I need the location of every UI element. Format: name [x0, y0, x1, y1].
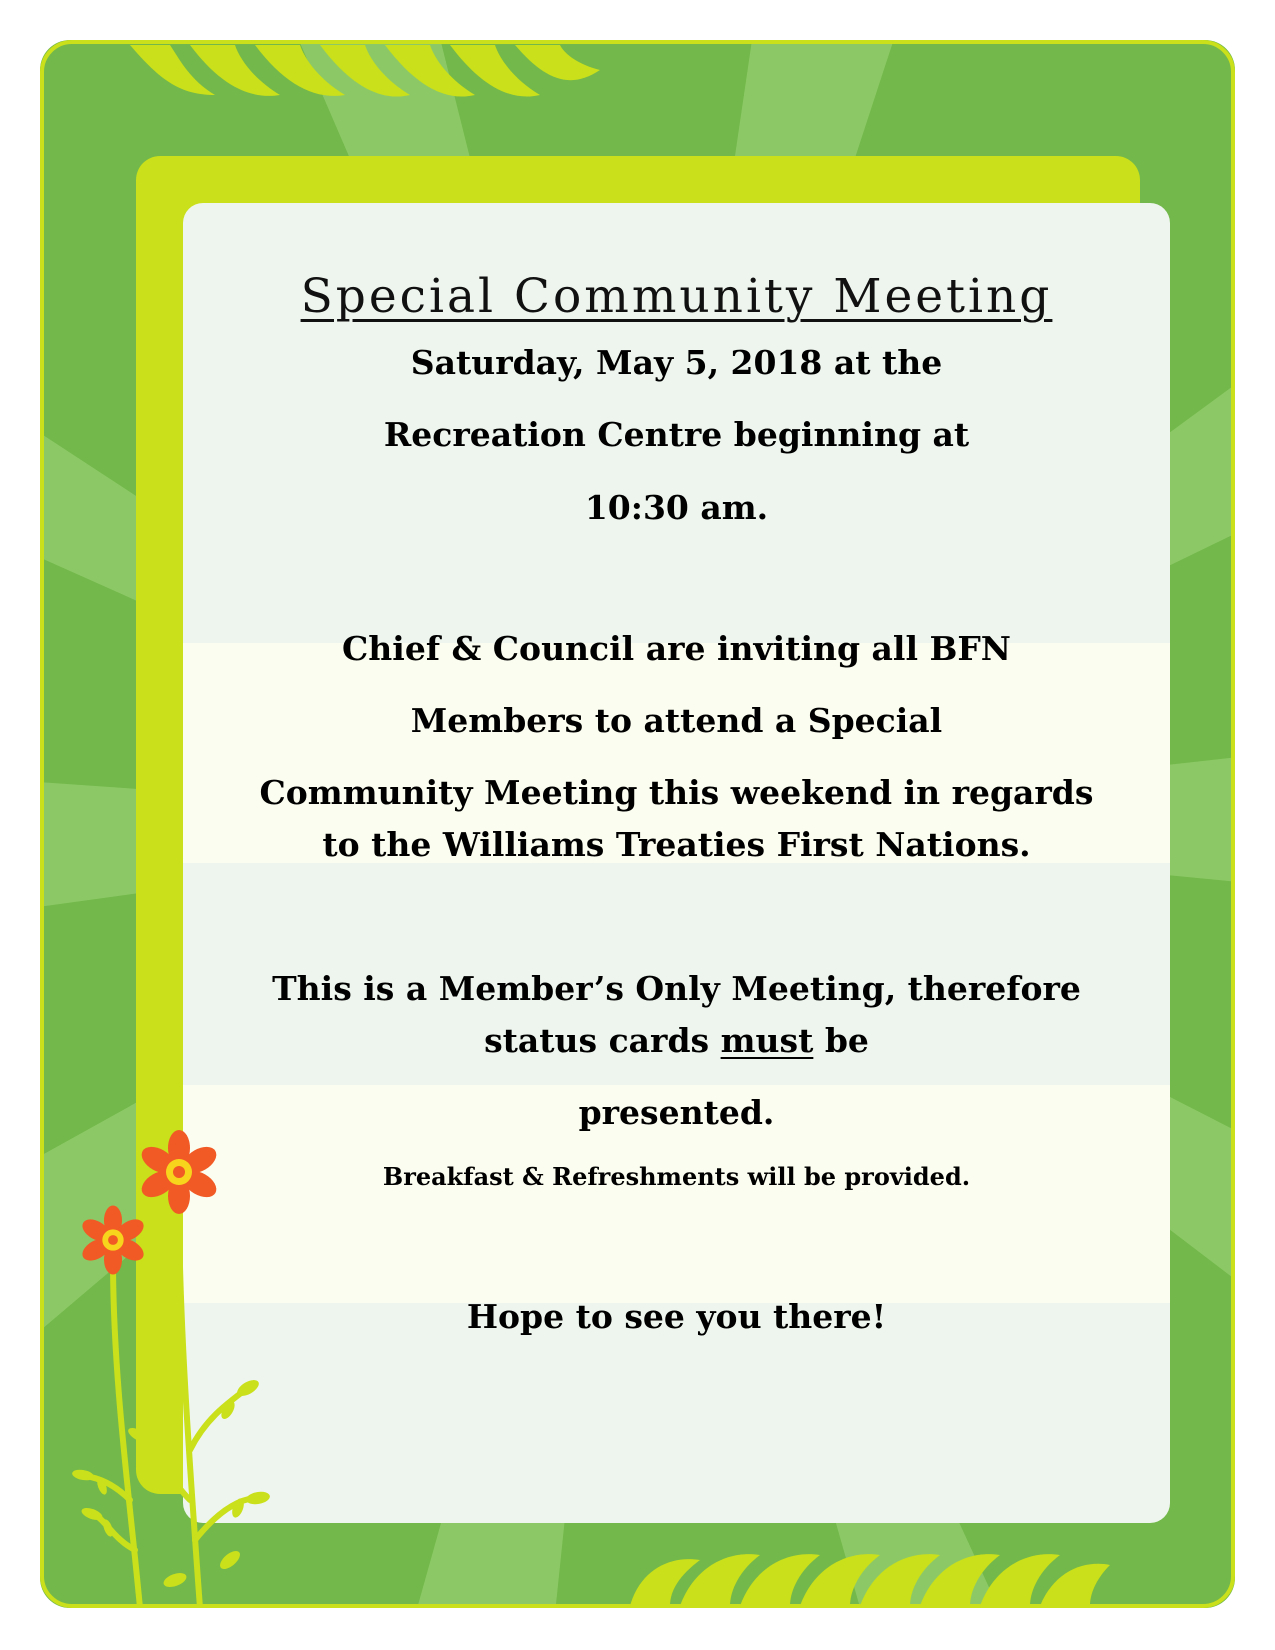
emphasis-must: must	[720, 1021, 814, 1060]
flower-icon	[79, 1206, 148, 1275]
flyer-poster	[40, 40, 1235, 1608]
leaf-icons	[71, 1377, 271, 1590]
invite-line-3: Community Meeting this weekend in regards	[259, 773, 1094, 812]
members-line-3: presented.	[578, 1093, 775, 1132]
members-line-2	[183, 1021, 1170, 1061]
invite-line-1: Chief & Council are inviting all BFN	[342, 629, 1011, 668]
flyer-title: Special Community Meeting	[300, 269, 1053, 324]
closing-line: Hope to see you there!	[466, 1297, 887, 1336]
venue-line: Recreation Centre beginning at	[383, 415, 970, 454]
members-line-2-pre: status cards	[484, 1021, 710, 1060]
flower-decoration	[40, 1120, 360, 1608]
invite-line-4: to the Williams Treaties First Nations.	[322, 825, 1031, 864]
invite-line-2: Members to attend a Special	[410, 701, 943, 740]
members-line-1: This is a Member’s Only Meeting, therefore	[272, 969, 1081, 1008]
refreshments-note: Breakfast & Refreshments will be provided.	[382, 1162, 971, 1191]
time-line: 10:30 am.	[584, 488, 769, 527]
flower-icon	[137, 1130, 221, 1214]
date-line: Saturday, May 5, 2018 at the	[410, 343, 943, 382]
members-line-2-post: be	[824, 1021, 869, 1060]
